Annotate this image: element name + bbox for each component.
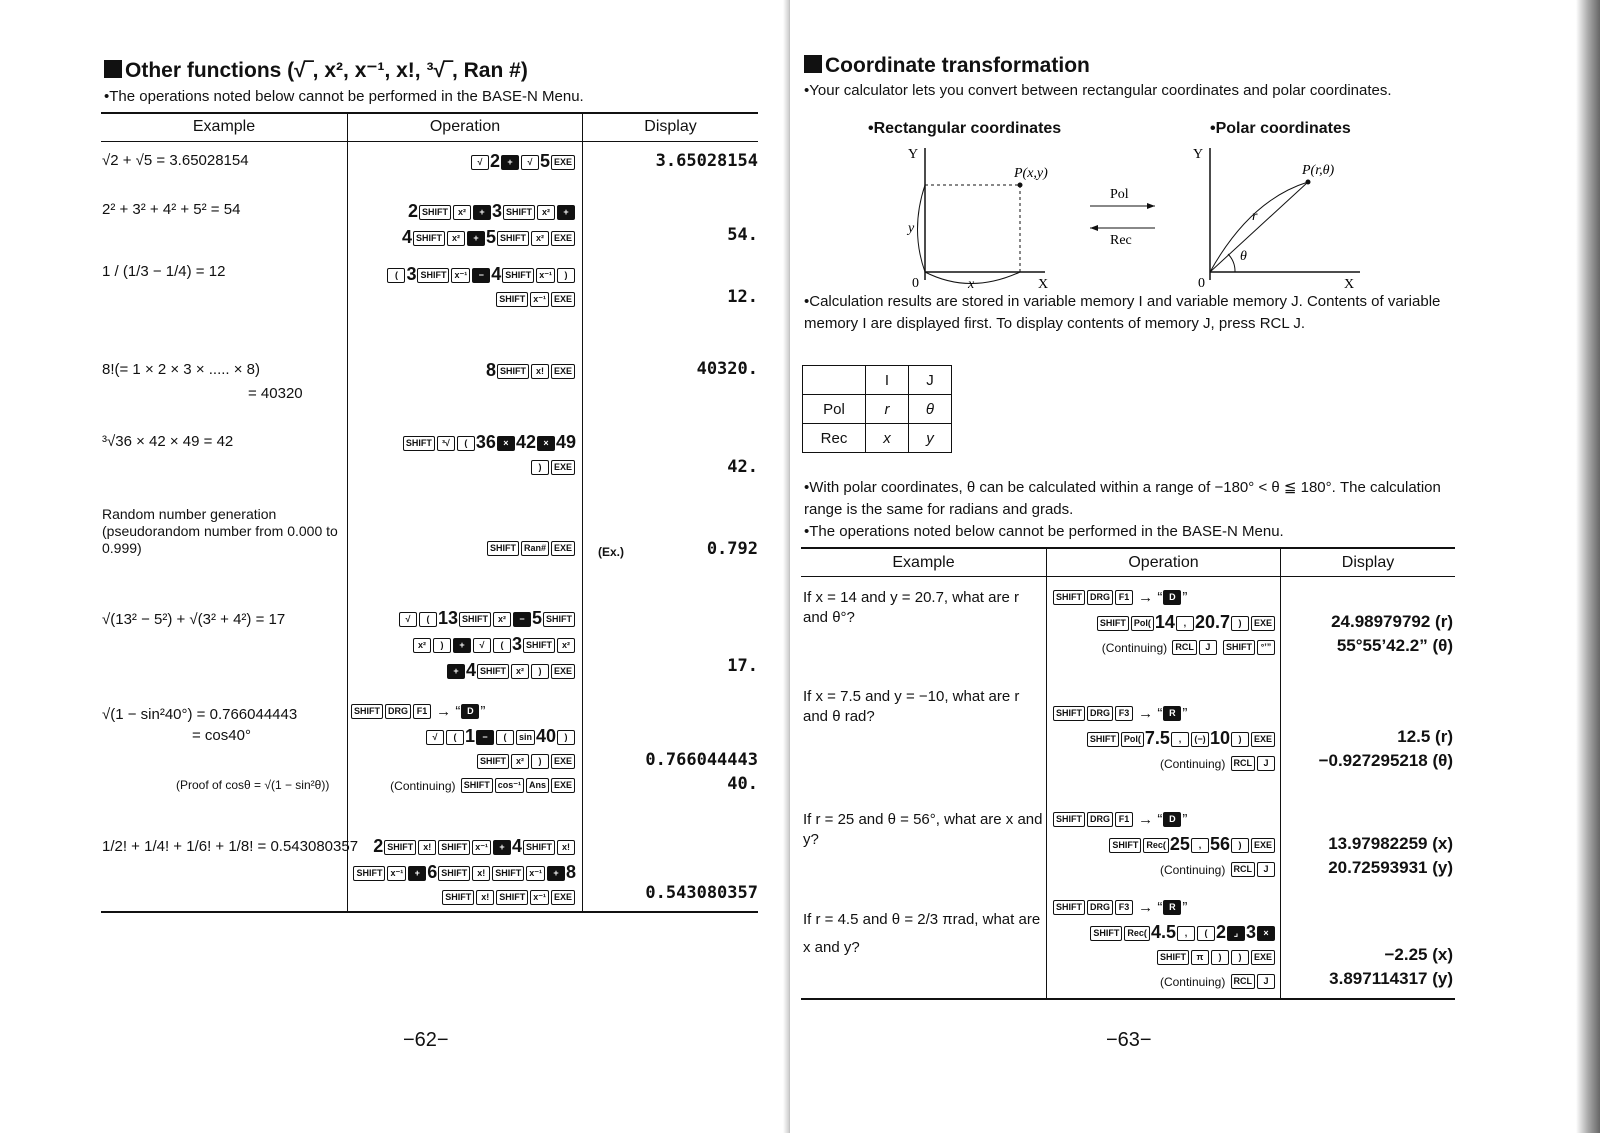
x-length-label: x <box>968 277 975 290</box>
close-paren-key-icon: ) <box>1231 616 1249 631</box>
ans-key-icon: Ans <box>526 778 549 793</box>
display-value: 40. <box>727 774 758 794</box>
close-paren-key-icon: ) <box>1231 732 1249 747</box>
page-number: −63− <box>1106 1029 1152 1051</box>
example-cell: √2 + √5 = 3.65028154 <box>102 152 249 169</box>
open-paren-key-icon: ( <box>457 436 475 451</box>
rectangular-diagram <box>906 147 1048 290</box>
example-proof-note: (Proof of cosθ = √(1 − sin²θ)) <box>176 778 330 792</box>
shift-key-icon: SHIFT <box>1090 926 1122 941</box>
reciprocal-key-icon: x⁻¹ <box>472 840 491 855</box>
table-top-rule <box>801 547 1455 549</box>
shift-key-icon: SHIFT <box>477 664 509 679</box>
column-divider <box>1046 547 1047 999</box>
pi-key-icon: π <box>1191 950 1209 965</box>
sin-key-icon: sin <box>516 730 535 745</box>
display-value: 13.97982259 (x) <box>1328 834 1453 853</box>
j-key-icon: J <box>1257 862 1275 877</box>
base-n-note: •The operations noted below cannot be performed in the BASE-N Menu. <box>804 523 1284 540</box>
exe-key-icon: EXE <box>551 155 575 170</box>
drg-key-icon: DRG <box>1087 706 1113 721</box>
close-paren-key-icon: ) <box>557 730 575 745</box>
reciprocal-key-icon: x⁻¹ <box>530 292 549 307</box>
comma-key-icon: , <box>1171 732 1189 747</box>
open-paren-key-icon: ( <box>446 730 464 745</box>
polar-coords-title: •Polar coordinates <box>1210 120 1351 137</box>
column-divider <box>347 112 348 912</box>
operation-cell: SHIFT DRG F1 → “ D ” <box>350 700 576 724</box>
factorial-key-icon: x! <box>557 840 575 855</box>
operation-cell: 2 SHIFT x! SHIFT x⁻¹ + 4 SHIFT x! SHIFT x⁻¹ + 6 SHIFT x! SHIFT x⁻¹ + 8 SHIFT x! SHIFT x⁻¹ EXE <box>350 834 576 910</box>
close-paren-key-icon: ) <box>1231 950 1249 965</box>
shift-key-icon: SHIFT <box>413 231 445 246</box>
f3-key-icon: F3 <box>1115 900 1133 915</box>
plus-key-icon: + <box>557 205 575 220</box>
table-cell: J <box>909 366 952 395</box>
operation-cell: SHIFT DRG F1 → “ D ” <box>1052 586 1276 610</box>
multiply-key-icon: × <box>537 436 555 451</box>
exe-key-icon: EXE <box>551 890 575 905</box>
table-top-rule <box>101 112 758 114</box>
y-axis-label: Y <box>1193 147 1204 162</box>
shift-key-icon: SHIFT <box>487 541 519 556</box>
comma-key-icon: , <box>1191 838 1209 853</box>
memory-note: •Calculation results are stored in variable memory I and variable memory J. Contents of variable memory I are displayed first. To display contents of memory J, press RCL J. <box>804 293 1441 332</box>
operation-cell: 2 SHIFT x² + 3 SHIFT x² + 4 SHIFT x² + 5 SHIFT x² EXE <box>350 199 576 251</box>
close-paren-key-icon: ) <box>531 460 549 475</box>
f3-key-icon: F3 <box>1115 706 1133 721</box>
comma-key-icon: , <box>1176 616 1194 631</box>
example-cell: 8!(= 1 × 2 × 3 × ..... × 8) <box>102 361 261 378</box>
table-bottom-rule <box>101 911 758 913</box>
rec-key-icon: Rec( <box>1143 838 1169 853</box>
header-operation: Operation <box>1128 554 1199 571</box>
shift-key-icon: SHIFT <box>477 754 509 769</box>
rect-coords-title: •Rectangular coordinates <box>868 120 1062 137</box>
header-display: Display <box>644 118 697 135</box>
degree-mode-icon: D <box>1163 590 1181 605</box>
book-edge <box>1576 0 1600 1133</box>
table-cell: I <box>866 366 909 395</box>
exe-key-icon: EXE <box>551 541 575 556</box>
display-value: 54. <box>727 225 758 245</box>
arccos-key-icon: cos⁻¹ <box>495 778 524 793</box>
column-divider <box>1280 547 1281 999</box>
plus-key-icon: + <box>547 866 565 881</box>
display-value: 0.792 <box>706 539 758 559</box>
square-key-icon: x² <box>511 754 529 769</box>
table-cell: x <box>866 424 909 453</box>
close-paren-key-icon: ) <box>1211 950 1229 965</box>
shift-key-icon: SHIFT <box>1053 590 1085 605</box>
display-value: 12.5 (r) <box>1397 727 1453 746</box>
header-example: Example <box>192 118 256 135</box>
minus-key-icon: − <box>476 730 494 745</box>
square-key-icon: x² <box>537 205 555 220</box>
intro-note: •Your calculator lets you convert between rectangular coordinates and polar coordinates. <box>804 82 1392 99</box>
exe-key-icon: EXE <box>1251 616 1275 631</box>
left-arrow-icon <box>1090 225 1098 231</box>
f1-key-icon: F1 <box>1115 812 1133 827</box>
shift-key-icon: SHIFT <box>438 840 470 855</box>
cube-root-key-icon: ³√ <box>437 436 455 451</box>
operation-cell: SHIFT Pol( 14 , 20.7 ) EXE (Continuing) RCL J SHIFT °’” <box>1052 610 1276 660</box>
display-value: 17. <box>727 656 758 676</box>
drg-key-icon: DRG <box>1087 900 1113 915</box>
operation-cell: √ ( 1 − ( sin 40 ) SHIFT x² ) EXE (Continuing) SHIFT cos⁻¹ Ans EXE <box>350 724 576 798</box>
origin-label: 0 <box>1198 276 1205 290</box>
shift-key-icon: SHIFT <box>1097 616 1129 631</box>
operation-cell: SHIFT ³√ ( 36 × 42 × 49 ) EXE <box>350 430 576 480</box>
factorial-key-icon: x! <box>472 866 490 881</box>
table-cell: Pol <box>803 395 866 424</box>
header-operation: Operation <box>429 118 501 135</box>
right-page <box>790 0 1600 1133</box>
shift-key-icon: SHIFT <box>419 205 451 220</box>
dms-key-icon: °’” <box>1257 640 1275 655</box>
reciprocal-key-icon: x⁻¹ <box>536 268 555 283</box>
table-bottom-rule <box>801 998 1455 1000</box>
rec-label: Rec <box>1110 233 1132 248</box>
j-key-icon: J <box>1257 974 1275 989</box>
section-title-coordinate-transformation: Coordinate transformation <box>804 54 1090 78</box>
factorial-key-icon: x! <box>531 364 549 379</box>
operation-cell: SHIFT Rec( 25 , 56 ) EXE (Continuing) RCL J <box>1052 832 1276 882</box>
right-arrow-icon <box>1147 203 1155 209</box>
example-cell: If r = 4.5 and θ = 2/3 πrad, what are x and y? <box>803 911 1041 956</box>
polar-diagram <box>1193 147 1360 290</box>
shift-key-icon: SHIFT <box>1223 640 1255 655</box>
example-cell: 2² + 3² + 4² + 5² = 54 <box>102 201 241 218</box>
sqrt-key-icon: √ <box>399 612 417 627</box>
display-value: −2.25 (x) <box>1384 945 1453 964</box>
shift-key-icon: SHIFT <box>492 866 524 881</box>
square-key-icon: x² <box>447 231 465 246</box>
shift-key-icon: SHIFT <box>496 890 528 905</box>
shift-key-icon: SHIFT <box>353 866 385 881</box>
random-key-icon: Ran# <box>521 541 549 556</box>
operation-cell: 8 SHIFT x! EXE <box>350 358 576 384</box>
drg-key-icon: DRG <box>1087 590 1113 605</box>
table-cell <box>803 366 866 395</box>
sqrt-key-icon: √ <box>426 730 444 745</box>
operation-cell: SHIFT DRG F1 → “ D ” <box>1052 808 1276 832</box>
display-value: 0.766044443 <box>645 750 758 770</box>
example-cell-continued: = 40320 <box>248 385 303 402</box>
factorial-key-icon: x! <box>418 840 436 855</box>
operation-cell: ( 3 SHIFT x⁻¹ − 4 SHIFT x⁻¹ ) SHIFT x⁻¹ EXE <box>350 262 576 312</box>
page-number: −62− <box>403 1029 449 1051</box>
example-cell: √(1 − sin²40°) = 0.766044443 <box>102 706 298 723</box>
r-label: r <box>1252 209 1258 224</box>
table-row <box>803 424 952 453</box>
square-key-icon: x² <box>453 205 471 220</box>
header-rule <box>801 576 1455 577</box>
example-cell: ³√36 × 42 × 49 = 42 <box>102 433 234 450</box>
multiply-key-icon: × <box>1257 926 1275 941</box>
shift-key-icon: SHIFT <box>502 268 534 283</box>
reciprocal-key-icon: x⁻¹ <box>530 890 549 905</box>
exe-key-icon: EXE <box>551 292 575 307</box>
plus-key-icon: + <box>493 840 511 855</box>
table-row <box>803 395 952 424</box>
exe-key-icon: EXE <box>1251 838 1275 853</box>
shift-key-icon: SHIFT <box>384 840 416 855</box>
display-value: 20.72593931 (y) <box>1328 858 1453 877</box>
degree-mode-icon: D <box>1163 812 1181 827</box>
comma-key-icon: , <box>1177 926 1195 941</box>
square-key-icon: x² <box>531 231 549 246</box>
exe-key-icon: EXE <box>551 754 575 769</box>
display-prefix: (Ex.) <box>598 545 625 559</box>
exe-key-icon: EXE <box>551 778 575 793</box>
range-note: •With polar coordinates, θ can be calculated within a range of −180° < θ ≦ 180°. The calculation range is the same for radians and grads. <box>804 479 1441 518</box>
example-cell: √(13² − 5²) + √(3² + 4²) = 17 <box>102 611 286 628</box>
display-value: 12. <box>727 287 758 307</box>
shift-key-icon: SHIFT <box>351 704 383 719</box>
plus-key-icon: + <box>501 155 519 170</box>
pol-key-icon: Pol( <box>1121 732 1144 747</box>
radian-mode-icon: R <box>1163 900 1181 915</box>
example-cell: Random number generation (pseudorandom number from 0.000 to 0.999) <box>102 506 338 556</box>
y-length-label: y <box>908 221 915 236</box>
shift-key-icon: SHIFT <box>438 866 470 881</box>
table-cell: θ <box>909 395 952 424</box>
exe-key-icon: EXE <box>551 364 575 379</box>
sqrt-key-icon: √ <box>521 155 539 170</box>
operation-cell <box>350 537 576 561</box>
exe-key-icon: EXE <box>551 460 575 475</box>
operation-cell: SHIFT Rec( 4.5 , ( 2 ⌟ 3 × SHIFT π ) ) EXE (Continuing) RCL J <box>1052 920 1276 994</box>
point-rect-label: P(x,y) <box>1014 166 1048 181</box>
exe-key-icon: EXE <box>1251 732 1275 747</box>
plus-key-icon: + <box>447 664 465 679</box>
square-bullet-icon <box>104 60 122 78</box>
plus-key-icon: + <box>467 231 485 246</box>
shift-key-icon: SHIFT <box>543 612 575 627</box>
operation-cell: SHIFT DRG F3 → “ R ” <box>1052 702 1276 726</box>
radian-mode-icon: R <box>1163 706 1181 721</box>
drg-key-icon: DRG <box>385 704 411 719</box>
factorial-key-icon: x! <box>476 890 494 905</box>
table-cell: y <box>909 424 952 453</box>
shift-key-icon: SHIFT <box>1053 706 1085 721</box>
table-row <box>803 366 952 395</box>
plus-key-icon: + <box>453 638 471 653</box>
shift-key-icon: SHIFT <box>1087 732 1119 747</box>
shift-key-icon: SHIFT <box>1053 900 1085 915</box>
column-divider <box>582 112 583 912</box>
rcl-key-icon: RCL <box>1231 974 1256 989</box>
header-display: Display <box>1341 554 1395 571</box>
shift-key-icon: SHIFT <box>496 292 528 307</box>
memory-table <box>802 365 952 453</box>
minus-key-icon: − <box>472 268 490 283</box>
reciprocal-key-icon: x⁻¹ <box>451 268 470 283</box>
reciprocal-key-icon: x⁻¹ <box>387 866 406 881</box>
square-key-icon: x² <box>413 638 431 653</box>
operation-cell: SHIFT Pol( 7.5 , (−) 10 ) EXE (Continuing) RCL J <box>1052 726 1276 776</box>
table-cell: Rec <box>803 424 866 453</box>
f1-key-icon: F1 <box>1115 590 1133 605</box>
shift-key-icon: SHIFT <box>1109 838 1141 853</box>
open-paren-key-icon: ( <box>493 638 511 653</box>
f1-key-icon: F1 <box>413 704 431 719</box>
exe-key-icon: EXE <box>1251 950 1275 965</box>
display-value: 55°55’42.2” (θ) <box>1336 636 1453 655</box>
display-value: 24.98979792 (r) <box>1331 612 1453 631</box>
origin-label: 0 <box>912 276 919 290</box>
left-page <box>0 0 790 1133</box>
rcl-key-icon: RCL <box>1172 640 1197 655</box>
display-value: 40320. <box>696 359 758 379</box>
pol-label: Pol <box>1110 187 1129 202</box>
sqrt-key-icon: √ <box>471 155 489 170</box>
close-paren-key-icon: ) <box>1231 838 1249 853</box>
x-axis-label: X <box>1038 277 1049 290</box>
shift-key-icon: SHIFT <box>497 364 529 379</box>
header-rule <box>101 141 758 142</box>
shift-key-icon: SHIFT <box>461 778 493 793</box>
example-cell-continued: = cos40° <box>192 727 251 744</box>
rcl-key-icon: RCL <box>1231 862 1256 877</box>
j-key-icon: J <box>1199 640 1217 655</box>
square-key-icon: x² <box>493 612 511 627</box>
rcl-key-icon: RCL <box>1231 756 1256 771</box>
square-bullet-icon <box>804 55 822 73</box>
drg-key-icon: DRG <box>1087 812 1113 827</box>
x-axis-label: X <box>1344 277 1355 290</box>
close-paren-key-icon: ) <box>531 754 549 769</box>
degree-mode-icon: D <box>461 704 479 719</box>
multiply-key-icon: × <box>497 436 515 451</box>
operation-cell: √ ( 13 SHIFT x² − 5 SHIFT x² ) + √ ( 3 SHIFT x² + 4 SHIFT x² ) EXE <box>350 606 576 684</box>
close-paren-key-icon: ) <box>531 664 549 679</box>
base-n-note: •The operations noted below cannot be performed in the BASE-N Menu. <box>104 88 584 105</box>
pol-key-icon: Pol( <box>1131 616 1154 631</box>
display-value: 0.543080357 <box>645 883 758 903</box>
negative-key-icon: (−) <box>1191 732 1209 747</box>
square-key-icon: x² <box>511 664 529 679</box>
theta-label: θ <box>1240 249 1247 264</box>
conversion-arrows <box>1090 187 1155 248</box>
fraction-key-icon: ⌟ <box>1227 926 1245 941</box>
operation-cell: √ 2 + √ 5 EXE <box>350 149 576 175</box>
exe-key-icon: EXE <box>551 664 575 679</box>
exe-key-icon: EXE <box>551 231 575 246</box>
plus-key-icon: + <box>473 205 491 220</box>
minus-key-icon: − <box>513 612 531 627</box>
open-paren-key-icon: ( <box>387 268 405 283</box>
plus-key-icon: + <box>408 866 426 881</box>
point-polar-label: P(r,θ) <box>1302 163 1335 178</box>
shift-key-icon: SHIFT <box>417 268 449 283</box>
operation-cell: SHIFT DRG F3 → “ R ” <box>1052 896 1276 920</box>
open-paren-key-icon: ( <box>1197 926 1215 941</box>
shift-key-icon: SHIFT <box>523 638 555 653</box>
section-title-other-functions: Other functions (√‾, x², x⁻¹, x!, ³√‾, Ran #) <box>104 58 528 83</box>
shift-key-icon: SHIFT <box>442 890 474 905</box>
j-key-icon: J <box>1257 756 1275 771</box>
shift-key-icon: SHIFT <box>523 840 555 855</box>
display-value: 3.65028154 <box>655 151 758 171</box>
shift-key-icon: SHIFT <box>1157 950 1189 965</box>
reciprocal-key-icon: x⁻¹ <box>526 866 545 881</box>
example-cell: If r = 25 and θ = 56°, what are x and y? <box>803 811 1043 848</box>
open-paren-key-icon: ( <box>419 612 437 627</box>
example-cell: 1/2! + 1/4! + 1/6! + 1/8! = 0.543080357 <box>102 838 359 855</box>
display-value: 3.897114317 (y) <box>1329 969 1453 988</box>
shift-key-icon: SHIFT <box>1053 812 1085 827</box>
header-example: Example <box>892 554 955 571</box>
shift-key-icon: SHIFT <box>497 231 529 246</box>
display-value: −0.927295218 (θ) <box>1318 751 1453 770</box>
sqrt-key-icon: √ <box>473 638 491 653</box>
open-paren-key-icon: ( <box>496 730 514 745</box>
rec-key-icon: Rec( <box>1124 926 1150 941</box>
example-cell: If x = 14 and y = 20.7, what are r and θ°? <box>803 589 1019 626</box>
square-key-icon: x² <box>557 638 575 653</box>
close-paren-key-icon: ) <box>433 638 451 653</box>
close-paren-key-icon: ) <box>557 268 575 283</box>
shift-key-icon: SHIFT <box>459 612 491 627</box>
display-value: 42. <box>727 457 758 477</box>
shift-key-icon: SHIFT <box>403 436 435 451</box>
example-cell: If x = 7.5 and y = −10, what are r and θ rad? <box>803 688 1020 725</box>
example-cell: 1 / (1/3 − 1/4) = 12 <box>102 263 226 280</box>
coordinate-diagram <box>890 140 1470 290</box>
shift-key-icon: SHIFT <box>503 205 535 220</box>
y-axis-label: Y <box>908 147 919 162</box>
table-cell: r <box>866 395 909 424</box>
